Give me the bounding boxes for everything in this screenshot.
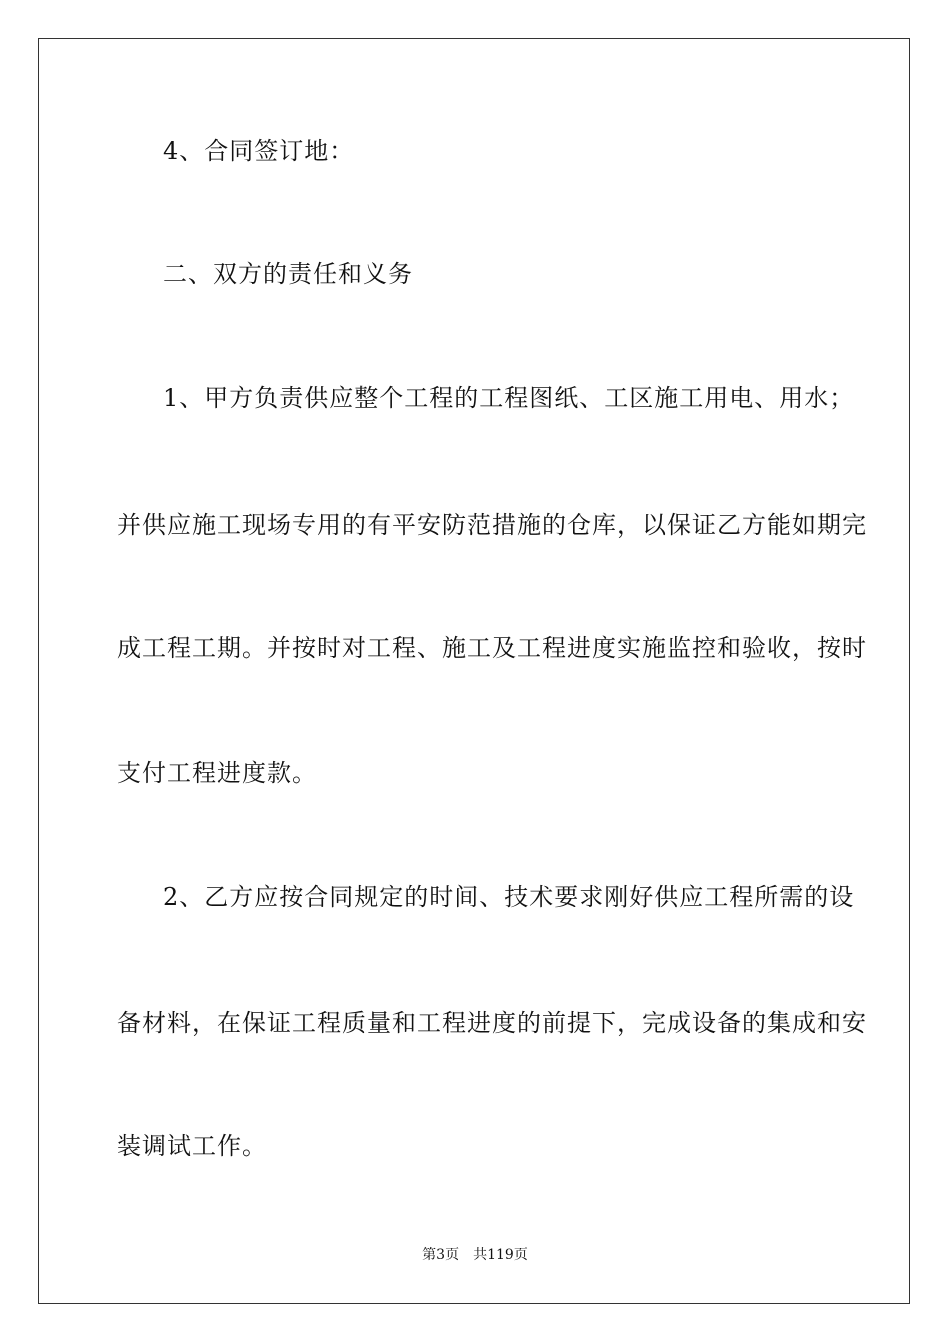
total-pages: 共119页 [473, 1247, 528, 1263]
page-number: 第3页 [422, 1247, 460, 1263]
contract-place-line: 4、合同签订地： [163, 137, 355, 165]
paragraph-1-line-4: 支付工程进度款。 [117, 759, 317, 787]
section-heading-responsibilities: 二、双方的责任和义务 [163, 260, 413, 288]
paragraph-2-line-3: 装调试工作。 [117, 1132, 267, 1160]
paragraph-1-line-3: 成工程工期。并按时对工程、施工及工程进度实施监控和验收，按时 [117, 634, 867, 662]
paragraph-1-line-2: 并供应施工现场专用的有平安防范措施的仓库，以保证乙方能如期完 [117, 511, 867, 539]
page-footer [0, 1246, 950, 1264]
page-border [38, 38, 910, 1304]
paragraph-1-line-1: 1、甲方负责供应整个工程的工程图纸、工区施工用电、用水； [163, 384, 855, 412]
paragraph-2-line-2: 备材料，在保证工程质量和工程进度的前提下，完成设备的集成和安 [117, 1009, 867, 1037]
paragraph-2-line-1: 2、乙方应按合同规定的时间、技术要求刚好供应工程所需的设 [163, 883, 855, 911]
